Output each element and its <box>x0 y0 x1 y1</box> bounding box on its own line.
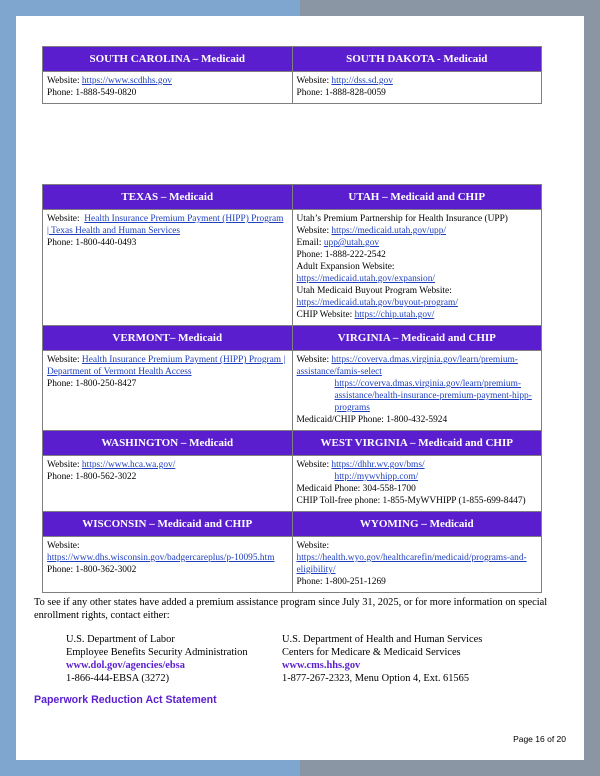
link-west-virginia-hipp[interactable]: http://mywvhipp.com/ <box>334 472 419 482</box>
link-texas[interactable]: Health Insurance Premium Payment (HIPP) Program | Texas Health and Human Services <box>47 214 284 236</box>
paperwork-reduction-heading: Paperwork Reduction Act Statement <box>34 694 217 706</box>
cell-south-dakota: Website: http://dss.sd.gov Phone: 1-888-828-0059 <box>292 72 542 104</box>
contact-intro-text: To see if any other states have added a premium assistance program since July 31, 2025, or for more information on special enrollment rights, contact either: <box>34 597 548 621</box>
header-vermont: VERMONT– Medicaid <box>43 326 293 351</box>
header-washington: WASHINGTON – Medicaid <box>43 431 293 456</box>
link-virginia-famis[interactable]: https://coverva.dmas.virginia.gov/learn/premium-assistance/famis-select <box>296 355 518 377</box>
document-page <box>16 16 584 760</box>
page-number: Page 16 of 20 <box>513 734 566 744</box>
cell-virginia: Website: https://coverva.dmas.virginia.gov/learn/premium-assistance/famis-select https://coverva.dmas.virginia.gov/learn/premium-assistance/health-insurance-premium-payment-hipp-programs Medicaid/CHIP Phone: 1-800-432-5924 <box>292 351 542 431</box>
cell-west-virginia: Website: https://dhhr.wv.gov/bms/ http://mywvhipp.com/ Medicaid Phone: 304-558-1700 CHIP Toll-free phone: 1-855-MyWVHIPP (1-855-699-8447) <box>292 456 542 512</box>
link-utah-email[interactable]: upp@utah.gov <box>323 238 380 248</box>
cell-vermont: Website: Health Insurance Premium Payment (HIPP) Program | Department of Vermont Health Access Phone: 1-800-250-8427 <box>43 351 293 431</box>
header-south-carolina: SOUTH CAROLINA – Medicaid <box>43 47 293 72</box>
link-utah-buyout[interactable]: https://medicaid.utah.gov/buyout-program/ <box>296 298 458 308</box>
cell-washington: Website: https://www.hca.wa.gov/ Phone: 1-800-562-3022 <box>43 456 293 512</box>
cell-wisconsin: Website: https://www.dhs.wisconsin.gov/badgercareplus/p-10095.htm Phone: 1-800-362-3002 <box>43 537 293 593</box>
header-south-dakota: SOUTH DAKOTA - Medicaid <box>292 47 542 72</box>
dol-contact: U.S. Department of Labor Employee Benefits Security Administration www.dol.gov/agencies/ebsa 1-866-444-EBSA (3272) <box>66 634 248 684</box>
link-south-carolina[interactable]: https://www.scdhhs.gov <box>81 76 172 86</box>
cell-utah: Utah’s Premium Partnership for Health Insurance (UPP) Website: https://medicaid.utah.gov/upp/ Email: upp@utah.gov Phone: 1-888-222-2542 Adult Expansion Website: https://medicaid.utah.gov/expansion/ Utah Medicaid Buyout Program Website: https://medicaid.utah.gov/buyout-program/ CHIP Website: https://chip.utah.gov/ <box>292 210 542 326</box>
cms-website-link[interactable]: www.cms.hhs.gov <box>282 660 361 671</box>
cell-texas: Website: Health Insurance Premium Payment (HIPP) Program | Texas Health and Human Services Phone: 1-800-440-0493 <box>43 210 293 326</box>
hhs-contact: U.S. Department of Health and Human Services Centers for Medicare & Medicaid Services www.cms.hhs.gov 1-877-267-2323, Menu Option 4, Ext. 61565 <box>282 634 483 684</box>
link-utah-chip[interactable]: https://chip.utah.gov/ <box>354 310 435 320</box>
header-texas: TEXAS – Medicaid <box>43 185 293 210</box>
header-virginia: VIRGINIA – Medicaid and CHIP <box>292 326 542 351</box>
state-table-main <box>42 184 542 593</box>
link-wisconsin[interactable]: https://www.dhs.wisconsin.gov/badgercareplus/p-10095.htm <box>47 553 275 563</box>
state-table-sc-sd <box>42 46 542 104</box>
link-south-dakota[interactable]: http://dss.sd.gov <box>331 76 393 86</box>
link-vermont[interactable]: Health Insurance Premium Payment (HIPP) Program | Department of Vermont Health Access <box>47 355 286 377</box>
link-virginia-hipp[interactable]: https://coverva.dmas.virginia.gov/learn/premium-assistance/health-insurance-premium-payment-hipp-programs <box>334 379 532 413</box>
header-utah: UTAH – Medicaid and CHIP <box>292 185 542 210</box>
cell-south-carolina: Website: https://www.scdhhs.gov Phone: 1-888-549-0820 <box>43 72 293 104</box>
cell-wyoming: Website: https://health.wyo.gov/healthcarefin/medicaid/programs-and-eligibility/ Phone: 1-800-251-1269 <box>292 537 542 593</box>
link-washington[interactable]: https://www.hca.wa.gov/ <box>81 460 176 470</box>
header-wyoming: WYOMING – Medicaid <box>292 512 542 537</box>
header-west-virginia: WEST VIRGINIA – Medicaid and CHIP <box>292 431 542 456</box>
link-utah-upp[interactable]: https://medicaid.utah.gov/upp/ <box>331 226 446 236</box>
link-wyoming[interactable]: https://health.wyo.gov/healthcarefin/medicaid/programs-and-eligibility/ <box>296 553 527 575</box>
header-wisconsin: WISCONSIN – Medicaid and CHIP <box>43 512 293 537</box>
dol-website-link[interactable]: www.dol.gov/agencies/ebsa <box>66 660 185 671</box>
link-utah-expansion[interactable]: https://medicaid.utah.gov/expansion/ <box>296 274 436 284</box>
link-west-virginia-bms[interactable]: https://dhhr.wv.gov/bms/ <box>331 460 425 470</box>
